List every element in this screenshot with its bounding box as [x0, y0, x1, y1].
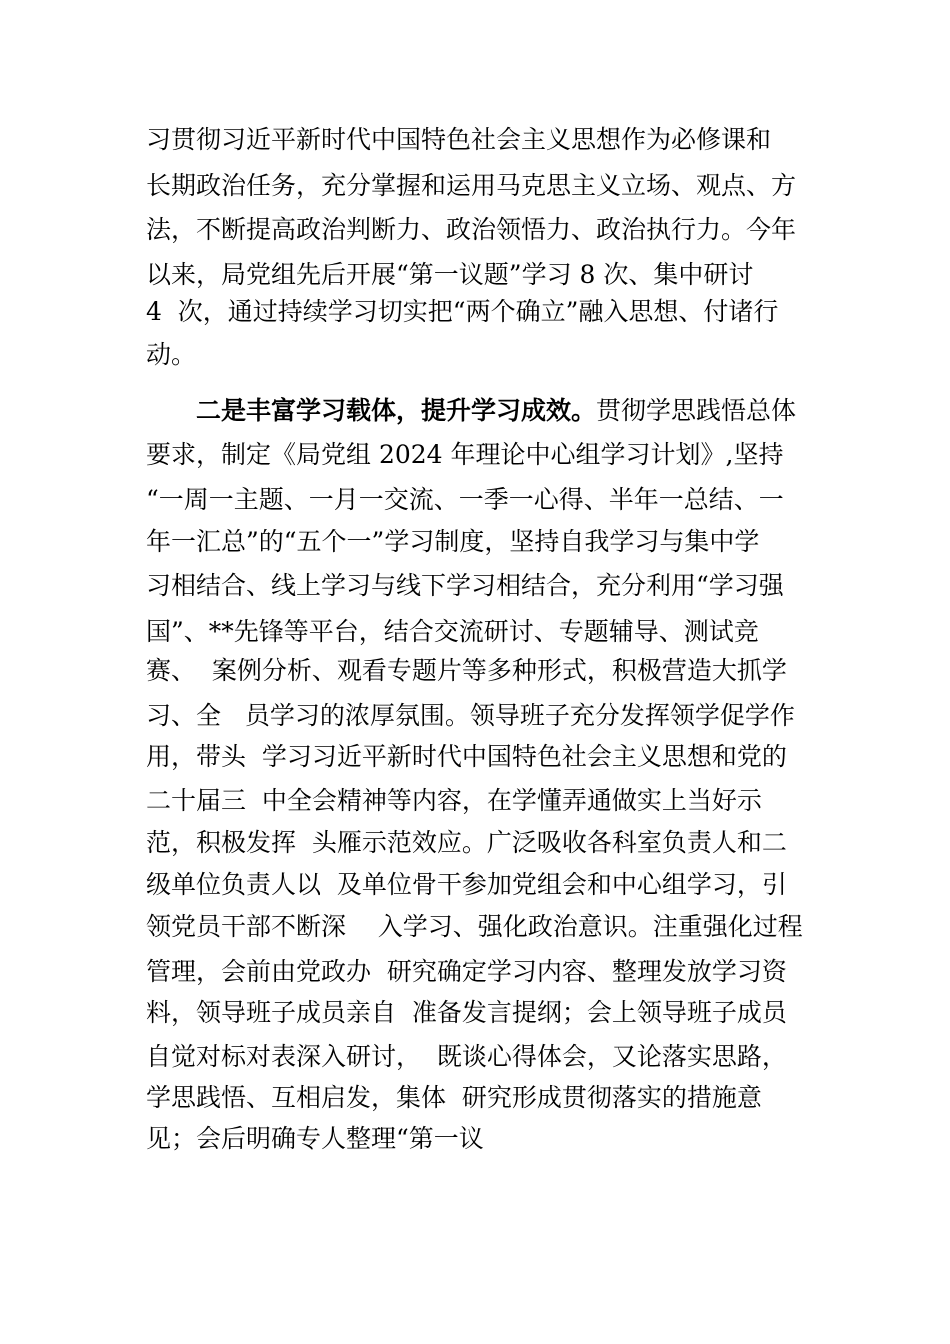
- paragraph-2-line-3: “一周一主题、一月一交流、一季一心得、半年一总结、一: [146, 485, 784, 514]
- paragraph-2-line-17: 学思践悟、互相启发，集体 研究形成贯彻落实的措施意: [146, 1083, 762, 1112]
- paragraph-2-line-11: 范，积极发挥 头雁示范效应。广泛吸收各科室负责人和二: [146, 828, 787, 857]
- paragraph-2-line-10: 二十届三 中全会精神等内容，在学懂弄通做实上当好示: [146, 786, 762, 815]
- paragraph-2-line-2: 要求，制定《局党组 2024 年理论中心组学习计划》,坚持: [146, 440, 784, 469]
- paragraph-1-line-4: 以来，局党组先后开展“第一议题”学习 8 次、集中研讨: [146, 260, 754, 289]
- paragraph-2-line-14: 管理，会前由党政办 研究确定学习内容、整理发放学习资: [146, 957, 787, 986]
- paragraph-2-line-13: 领党员干部不断深 入学习、强化政治意识。注重强化过程: [146, 912, 803, 941]
- paragraph-2-line-4: 年一汇总”的“五个一”学习制度，坚持自我学习与集中学: [146, 527, 760, 556]
- paragraph-2-line-7: 赛、 案例分析、观看专题片等多种形式，积极营造大抓学: [146, 656, 787, 685]
- paragraph-2-line-8: 习、全 员学习的浓厚氛围。领导班子充分发挥领学促学作: [146, 701, 795, 730]
- paragraph-2-line-9: 用，带头 学习习近平新时代中国特色社会主义思想和党的: [146, 742, 787, 771]
- paragraph-2-line-16: 自觉对标对表深入研讨， 既谈心得体会，又论落实思路，: [146, 1042, 787, 1071]
- paragraph-1-line-1: 习贯彻习近平新时代中国特色社会主义思想作为必修课和: [146, 125, 772, 154]
- paragraph-2-heading: 二是丰富学习载体，提升学习成效。: [196, 396, 597, 425]
- paragraph-2-line-6: 国”、**先锋等平台，结合交流研讨、专题辅导、测试竞: [146, 617, 759, 646]
- paragraph-1-line-5: 4 次，通过持续学习切实把“两个确立”融入思想、付诸行: [146, 297, 779, 326]
- paragraph-1-line-6: 动。: [146, 340, 197, 369]
- paragraph-1-line-2: 长期政治任务，充分掌握和运用马克思主义立场、观点、方: [146, 171, 797, 200]
- paragraph-2-line-15: 料，领导班子成员亲自 准备发言提纲；会上领导班子成员: [146, 998, 787, 1027]
- paragraph-2-line-5: 习相结合、线上学习与线下学习相结合，充分利用“学习强: [146, 571, 784, 600]
- paragraph-2-line-1: [196, 395, 796, 427]
- paragraph-1-line-3: 法，不断提高政治判断力、政治领悟力、政治执行力。今年: [146, 215, 797, 244]
- paragraph-2-line-18: 见；会后明确专人整理“第一议: [146, 1124, 484, 1153]
- paragraph-2-first-line-text: 贯彻学思践悟总体: [596, 396, 797, 425]
- paragraph-2-line-12: 级单位负责人以 及单位骨干参加党组会和中心组学习，引: [146, 870, 787, 899]
